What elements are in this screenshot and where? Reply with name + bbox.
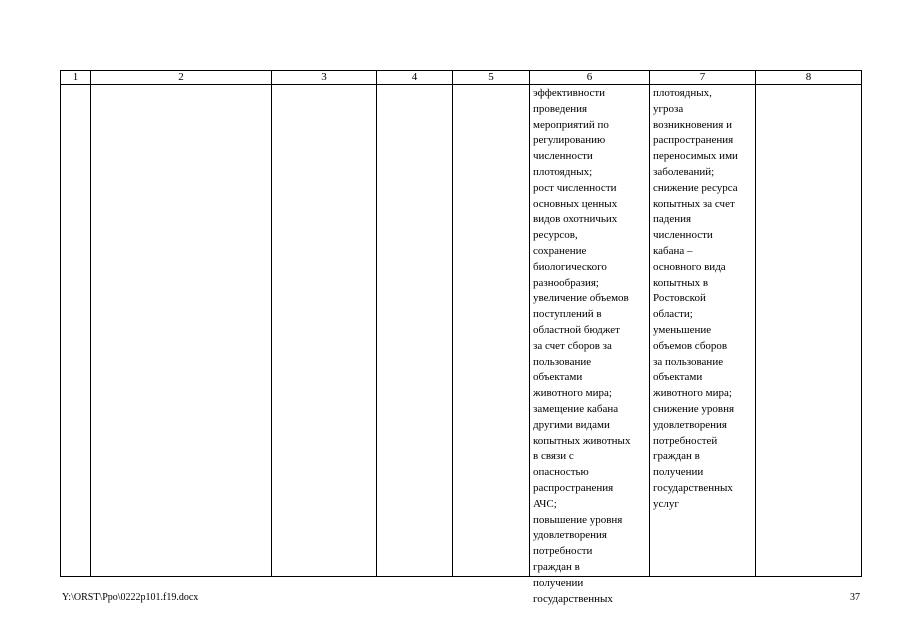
table-row xyxy=(61,85,862,577)
column-header-3: 3 xyxy=(272,71,377,85)
column-header-5: 5 xyxy=(453,71,530,85)
table-cell-col8 xyxy=(756,85,862,577)
column-header-7: 7 xyxy=(650,71,756,85)
column-header-8: 8 xyxy=(756,71,862,85)
table-cell-col7 xyxy=(650,85,756,577)
column-header-2: 2 xyxy=(91,71,272,85)
column-header-1: 1 xyxy=(61,71,91,85)
header-row xyxy=(61,71,862,85)
column-header-4: 4 xyxy=(377,71,453,85)
table-cell-col6 xyxy=(530,85,650,605)
footer-file-path: Y:\ORST\Ppo\0222p101.f19.docx xyxy=(62,592,199,603)
expected-results-text: эффективности проведения мероприятий по регулированию численности плотоядных; рост численности основных ценных видов охотничьих ресурсов, сохранение биологического разнообразия; увеличение объемов поступлений в областной бюджет за счет сборов за пользование объектами животного мира; замещение кабана другими видами копытных животных в связи с опасностью распространения АЧС; повышение уровня удовлетворения потребности граждан в получении государственных xyxy=(533,87,631,605)
table-cell-col2 xyxy=(91,85,272,577)
column-header-6: 6 xyxy=(530,71,650,85)
table-cell-col1 xyxy=(61,85,91,577)
page-number: 37 xyxy=(850,592,860,603)
table-cell-col5 xyxy=(453,85,530,577)
table-cell-col4 xyxy=(377,85,453,577)
consequences-text: плотоядных, угроза возникновения и распространения переносимых ими заболеваний; снижение ресурса копытных за счет падения численности кабана – основного вида копытных в Ростовской области; уменьшение объемов сборов за пользование объектами животного мира; снижение уровня удовлетворения потребностей граждан в получении государственных услуг xyxy=(653,87,738,510)
table-cell-col3 xyxy=(272,85,377,577)
